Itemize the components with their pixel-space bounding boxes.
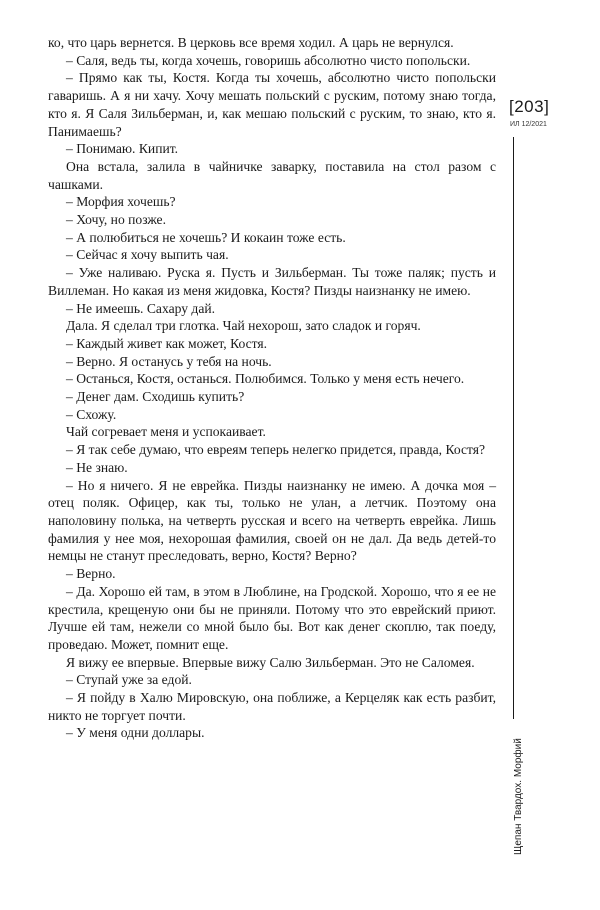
paragraph: Она встала, залила в чайничке заварку, поставила на стол разом с чашками. — [48, 158, 496, 192]
paragraph: – А полюбиться не хочешь? И кокаин тоже есть. — [66, 229, 346, 245]
vertical-divider — [513, 137, 514, 719]
paragraph: – Сейчас я хочу выпить чая. — [66, 247, 229, 263]
paragraph: Чай согревает меня и успокаивает. — [66, 424, 266, 440]
paragraph: – Хочу, но позже. — [66, 212, 166, 228]
paragraph: – Верно. — [66, 566, 116, 582]
paragraph: – Каждый живет как может, Костя. — [66, 335, 268, 351]
running-title: Щепан Твардох. Морфий — [513, 738, 524, 855]
paragraph: – Денег дам. Сходишь купить? — [66, 389, 245, 405]
paragraph: – Уже наливаю. Руска я. Пусть и Зильберман. Ты тоже паляк; пусть и Виллеман. Но какая из меня жидовка, Костя? Пизды наизнанку не имею. — [48, 265, 496, 298]
paragraph: – Останься, Костя, останься. Полюбимся. Только у меня есть нечего. — [66, 371, 465, 387]
paragraph: – Верно. Я останусь у тебя на ночь. — [66, 353, 272, 369]
paragraph: – У меня одни доллары. — [66, 725, 205, 741]
paragraph: – Я пойду в Халю Мировскую, она поближе, а Керцеляк как есть разбит, никто не торгует почти. — [48, 690, 496, 723]
paragraph: – Не знаю. — [66, 459, 128, 475]
journal-issue: ИЛ 12/2021 — [510, 121, 547, 128]
paragraph: Я вижу ее впервые. Впервые вижу Салю Зильберман. Это не Саломея. — [66, 654, 475, 670]
paragraph: Дала. Я сделал три глотка. Чай нехорош, зато сладок и горяч. — [66, 318, 421, 334]
page-number: [203] — [509, 97, 550, 116]
paragraph: ко, что царь вернется. В церковь все время ходил. А царь не вернулся. — [48, 35, 454, 50]
paragraph: – Прямо как ты, Костя. Когда ты хочешь, абсолютно чисто попольски гаваришь. А я ни хачу. Хочу мешать польский с руским, потому знаю тогда, кто я. Я Саля Зильберман, и, как мешаю польский с руским, то знаю, кто я. Панимаешь? — [48, 70, 496, 139]
paragraph: – Схожу. — [66, 406, 117, 422]
paragraph: – Понимаю. Кипит. — [66, 141, 179, 157]
paragraph: – Саля, ведь ты, когда хочешь, говоришь абсолютно чисто попольски. — [66, 52, 471, 68]
paragraph: – Да. Хорошо ей там, в этом в Люблине, на Гродской. Хорошо, что я ее не крестила, крещеную они бы не приняли. Потому что это еврейский приют. Лучше ей там, нежели со мной было бы. Вот как денег скоплю, так поеду, проведаю. Может, помнит еще. — [48, 583, 496, 652]
paragraph: – Не имеешь. Сахару дай. — [66, 300, 216, 316]
paragraph: – Морфия хочешь? — [66, 194, 176, 210]
paragraph: – Я так себе думаю, что евреям теперь нелегко придется, правда, Костя? — [66, 442, 486, 458]
body-text — [48, 34, 496, 742]
paragraph: – Но я ничего. Я не еврейка. Пизды наизнанку не имею. А дочка моя – отец поляк. Офицер, как ты, только не улан, а летчик. Поэтому она наполовину полька, на четверть русская и всего на четверть еврейка. Лишь фамилия у нее моя, нехорошая фамилия, своей он не дал. Да ведь детей-то немцы не станут преследовать, верно, Костя? Верно? — [48, 477, 496, 564]
paragraph: – Ступай уже за едой. — [66, 672, 192, 688]
